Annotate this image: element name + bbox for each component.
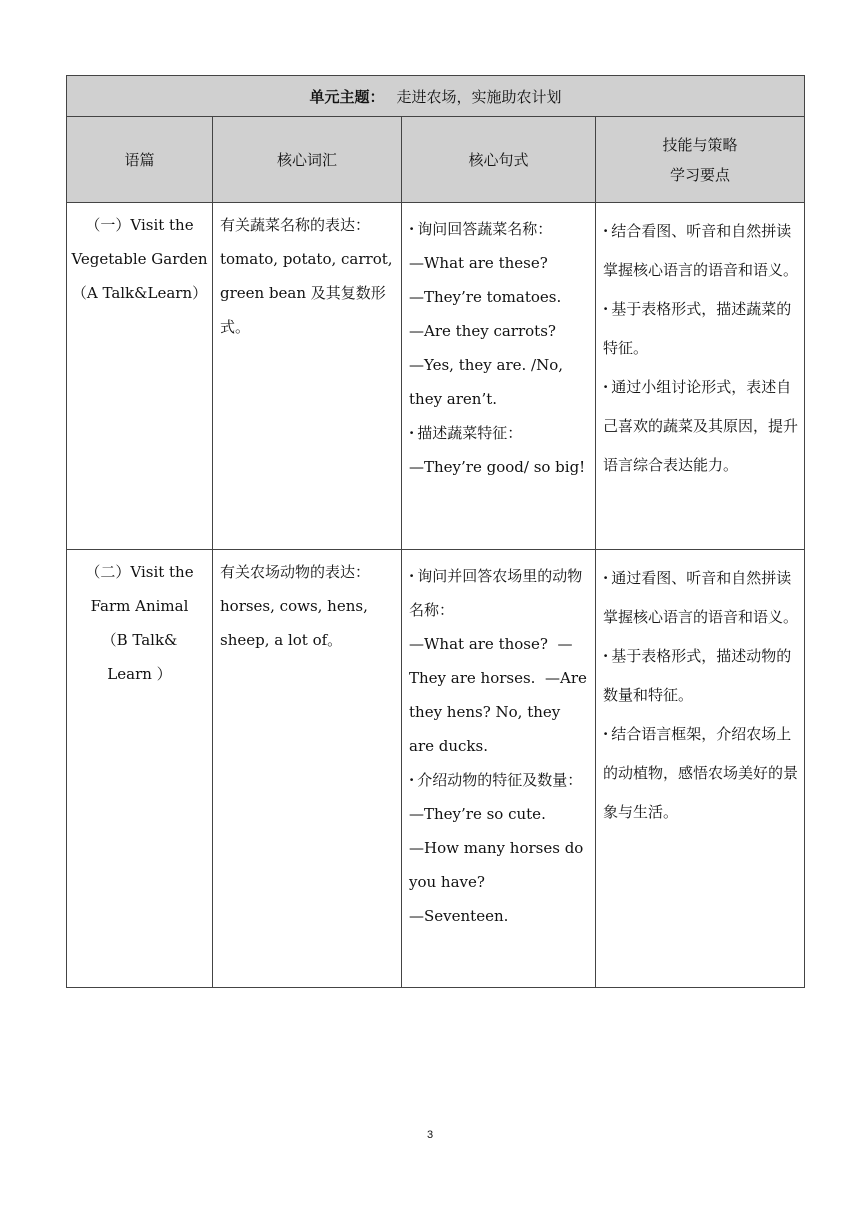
- sentence-line: —They’re so cute.: [409, 805, 546, 823]
- header-passage: 语篇: [67, 117, 213, 203]
- unit-theme-cell: [67, 76, 805, 117]
- sentence-line: —They’re tomatoes.: [409, 288, 562, 306]
- vocabulary-cell: 有关农场动物的表达：horses, cows, hens, sheep, a lot of。: [213, 550, 402, 988]
- sentence-line: —Seventeen.: [409, 907, 509, 925]
- table-row: [67, 203, 805, 550]
- sentence-heading: · 询问并回答农场里的动物名称：: [409, 559, 589, 627]
- unit-theme-row: [67, 76, 805, 117]
- sentence-line: —What are those? —They are horses. —Are they hens? No, they are ducks.: [409, 635, 592, 755]
- vocabulary-cell: 有关蔬菜名称的表达：tomato, potato, carrot, green bean 及其复数形式。: [213, 203, 402, 550]
- header-skills: 技能与策略 学习要点: [596, 117, 805, 203]
- header-sentences: 核心句式: [402, 117, 596, 203]
- unit-theme-text: 走进农场，实施助农计划: [396, 87, 562, 106]
- passage-line: Vegetable Garden: [71, 250, 208, 268]
- passage-cell: [67, 550, 213, 988]
- sentence-line: —Yes, they are. /No, they aren’t.: [409, 356, 568, 408]
- skill-item: · 基于表格形式，描述蔬菜的特征。: [603, 290, 798, 368]
- sentence-heading: · 介绍动物的特征及数量：: [409, 763, 589, 797]
- passage-cell: [67, 203, 213, 550]
- sentence-line: —How many horses do you have?: [409, 839, 589, 891]
- sentence-line: —They’re good/ so big!: [409, 458, 586, 476]
- sentences-cell: [402, 550, 596, 988]
- unit-theme-label: 单元主题：: [309, 87, 385, 106]
- sentence-line: —What are these?: [409, 254, 548, 272]
- skill-item: · 基于表格形式，描述动物的数量和特征。: [603, 637, 798, 715]
- passage-line: （B Talk&: [101, 631, 178, 649]
- skill-item: · 通过看图、听音和自然拼读掌握核心语言的语音和语义。: [603, 559, 798, 637]
- sentences-cell: [402, 203, 596, 550]
- passage-line: （二）Visit the: [85, 563, 194, 581]
- skill-item: · 通过小组讨论形式，表述自己喜欢的蔬菜及其原因，提升语言综合表达能力。: [603, 368, 798, 485]
- passage-line: （A Talk&Learn）: [71, 284, 208, 302]
- sentence-heading: · 询问回答蔬菜名称：: [409, 212, 589, 246]
- sentence-heading: · 描述蔬菜特征：: [409, 416, 589, 450]
- header-vocabulary: 核心词汇: [213, 117, 402, 203]
- skills-cell: [596, 550, 805, 988]
- passage-line: （一）Visit the: [85, 216, 194, 234]
- table-row: [67, 550, 805, 988]
- page-number: 3: [426, 1129, 434, 1141]
- passage-line: Farm Animal: [90, 597, 189, 615]
- passage-line: Learn ）: [107, 665, 172, 683]
- skill-item: · 结合看图、听音和自然拼读掌握核心语言的语音和语义。: [603, 212, 798, 290]
- skills-cell: [596, 203, 805, 550]
- lesson-plan-table: [66, 75, 805, 988]
- skill-item: · 结合语言框架，介绍农场上的动植物，感悟农场美好的景象与生活。: [603, 715, 798, 832]
- sentence-line: —Are they carrots?: [409, 322, 556, 340]
- header-row: [67, 117, 805, 203]
